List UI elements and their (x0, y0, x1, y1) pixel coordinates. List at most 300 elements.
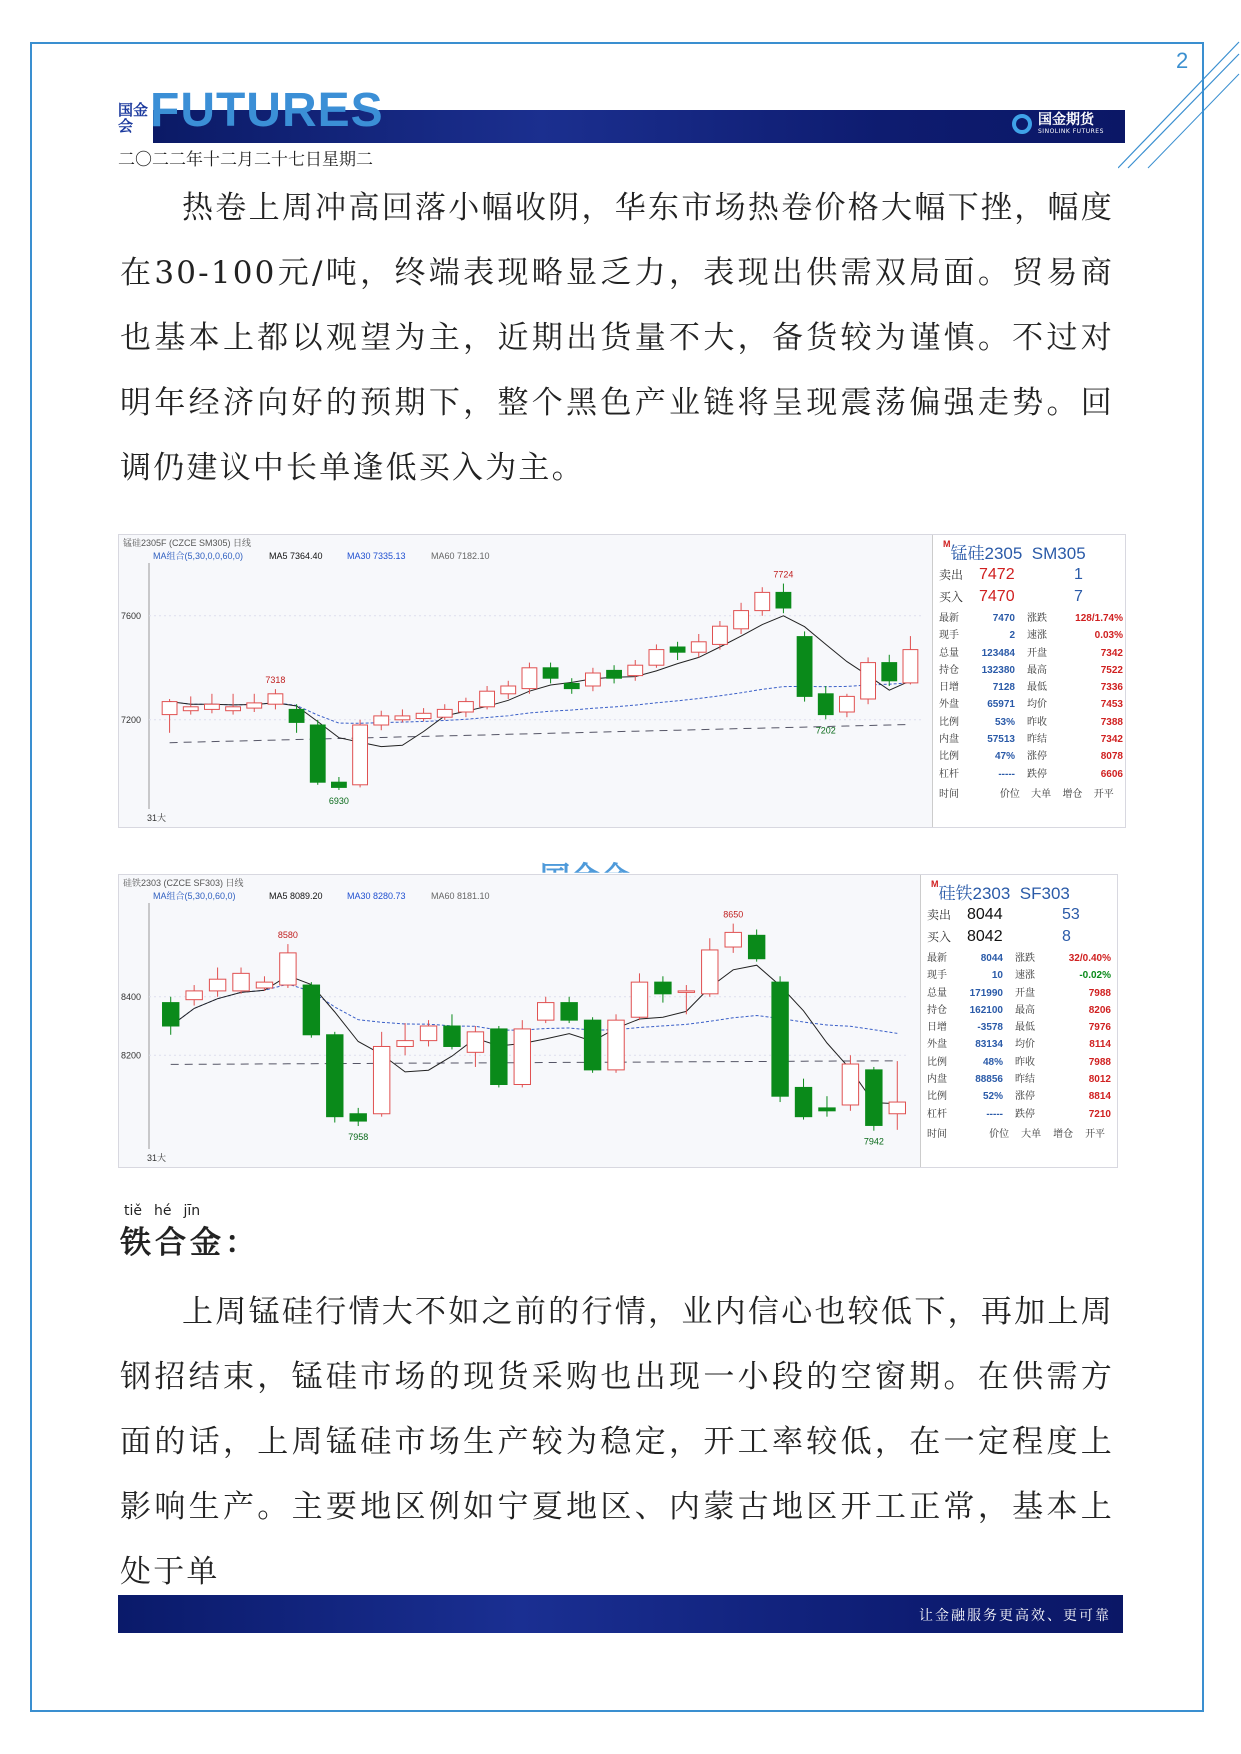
candle-body-down (303, 985, 319, 1035)
ma-combo-label: MA组合(5,30,0,60,0) (153, 891, 236, 901)
candle (256, 976, 272, 991)
candle (607, 665, 622, 683)
candle-body-up (353, 725, 368, 785)
quote-row (939, 662, 1125, 679)
quote-field-value: 53% (994, 716, 1015, 728)
paragraph-1 (120, 176, 1114, 501)
quote-row (927, 985, 1117, 1002)
candle (186, 985, 202, 1005)
candle-body-up (374, 716, 389, 725)
quote-field-label: 最低 (1027, 682, 1047, 694)
candle (522, 663, 537, 694)
quote-field-value: 7522 (1100, 664, 1123, 676)
candle (247, 694, 262, 712)
y-tick-label: 8200 (121, 1050, 142, 1061)
quote-field-value: 0.03% (1094, 630, 1123, 642)
quote-row (939, 679, 1125, 696)
quote-field-label: 涨停 (1027, 751, 1047, 763)
section-title: 铁合金： (120, 1225, 260, 1261)
candle (163, 997, 179, 1035)
quote-field-label: 涨跌 (1015, 953, 1035, 964)
candle (226, 694, 241, 715)
candle (373, 1032, 389, 1117)
quote-field-label: 总量 (927, 987, 947, 999)
quote-title-1: $^M$锰硅2305 SM305 (943, 539, 1086, 563)
quote-field-value: 8814 (1088, 1091, 1111, 1103)
quote-row (939, 714, 1125, 731)
candle (561, 997, 577, 1023)
candle-body-up (247, 703, 262, 708)
quote-field-label: 外盘 (927, 1039, 947, 1051)
quote-field-label: 比例 (927, 1091, 947, 1103)
candle (795, 1079, 811, 1120)
candle (395, 709, 410, 722)
quote-field-value: 48% (982, 1056, 1003, 1068)
candle-body-up (586, 673, 601, 686)
quote-field-label: 昨收 (1027, 716, 1047, 728)
candle-body-down (797, 637, 812, 697)
header-logo (118, 84, 384, 137)
candle-body-up (649, 650, 664, 666)
quote-sell-2: 卖出 8044 53 (927, 906, 1080, 923)
candle-body-down (819, 1108, 835, 1111)
quote-field-label: 内盘 (927, 1074, 947, 1086)
date-label: 31大 (147, 813, 167, 823)
quote-field-label: 最新 (927, 953, 947, 964)
chart-ferrosilicon (118, 874, 1118, 1168)
candle (608, 1014, 624, 1073)
candle-body-up (280, 953, 296, 985)
candle-body-up (538, 1003, 554, 1021)
quote-field-label: 均价 (1027, 699, 1047, 711)
candle-body-down (561, 1003, 577, 1021)
quote-field-label: 最低 (1015, 1022, 1035, 1034)
report-date: 二〇二二年十二月二十七日星期二 (118, 150, 373, 170)
quote-panel-1 (932, 535, 1125, 827)
quote-title-2: $^M$硅铁2303 SF303 (931, 879, 1070, 903)
candle-body-up (268, 694, 283, 704)
quote-field-value: 7336 (1100, 682, 1123, 694)
quote-row (927, 1106, 1117, 1123)
quote-row (939, 610, 1125, 627)
quote-row (939, 696, 1125, 713)
quote-field-value: 32/0.40% (1068, 953, 1111, 964)
quote-row (927, 1019, 1117, 1036)
brand-logo-icon (1012, 114, 1032, 134)
price-annotation: 8580 (277, 930, 298, 941)
quote-row (939, 627, 1125, 644)
candle-body-up (467, 1032, 483, 1052)
quote-field-label: 内盘 (939, 734, 959, 746)
quote-row (927, 1002, 1117, 1019)
quote-row (927, 1088, 1117, 1105)
quote-footer-label: 大单 (1021, 1128, 1042, 1140)
candle (584, 1017, 600, 1073)
candle-body-up (226, 707, 241, 711)
quote-field-label: 持仓 (939, 664, 959, 676)
quote-field-label: 持仓 (927, 1004, 947, 1016)
y-tick-label: 7200 (121, 714, 142, 725)
candle-body-up (691, 642, 706, 652)
candle-body-down (491, 1029, 507, 1085)
quote-field-label: 昨结 (1015, 1074, 1035, 1086)
quote-field-label: 比例 (939, 716, 959, 728)
candle (678, 985, 694, 1014)
quote-field-value: 7128 (992, 682, 1015, 694)
page-number: 2 (1176, 48, 1189, 73)
quote-field-label: 比例 (939, 751, 959, 763)
quote-field-value: 162100 (969, 1004, 1003, 1016)
quote-field-value: 7210 (1088, 1108, 1111, 1120)
quote-field-label: 昨收 (1015, 1056, 1035, 1068)
candle (772, 976, 788, 1102)
quote-field-value: 8012 (1088, 1074, 1111, 1086)
quote-field-value: -0.02% (1079, 970, 1111, 982)
pinyin-3: jīn (183, 1203, 201, 1219)
candle-body-up (628, 665, 643, 675)
quote-field-value: 83134 (975, 1039, 1003, 1051)
candle-body-down (350, 1114, 366, 1121)
quote-footer-label: 增仓 (1062, 788, 1083, 800)
quote-field-value: ----- (986, 1108, 1003, 1120)
candle-body-down (310, 725, 325, 782)
date-label: 31大 (147, 1153, 167, 1163)
candle (444, 1014, 460, 1049)
candle (459, 698, 474, 718)
candle-body-up (522, 668, 537, 689)
candle (861, 657, 876, 704)
chart-symbol-label: 锰硅2305F (CZCE SM305) 日线 (123, 538, 252, 548)
quote-row (939, 645, 1125, 662)
candle-body-up (861, 663, 876, 699)
quote-field-label: 涨停 (1015, 1091, 1035, 1103)
candle-body-down (795, 1087, 811, 1116)
candle-body-up (459, 702, 474, 712)
ma30-label: MA30 8280.73 (347, 891, 406, 901)
candle-body-down (866, 1070, 882, 1126)
paragraph-2-text: 上周锰硅行情大不如之前的行情，业内信心也较低下，再加上周钢招结束，锰硅市场的现货采购也出现一小段的空窗期。在供需方面的话，上周锰硅市场生产较为稳定，开工率较低，在一定程度上影响生产。主要地区例如宁夏地区、内蒙古地区开工正常，基本上处于单 (120, 1294, 1114, 1590)
candle (655, 976, 671, 1002)
candle-body-up (233, 973, 249, 991)
quote-sell-1: 卖出 7472 1 (939, 566, 1083, 583)
candle-body-up (501, 686, 516, 694)
candle-body-up (397, 1041, 413, 1047)
candle-body-up (420, 1026, 436, 1041)
quote-field-value: 65971 (987, 699, 1015, 711)
candle-body-down (163, 1003, 179, 1026)
candle (691, 634, 706, 657)
pinyin-1: tiě (124, 1203, 142, 1219)
candle-body-up (186, 991, 202, 1000)
quote-row (927, 1071, 1117, 1088)
candle (734, 603, 749, 634)
quote-field-value: 7342 (1100, 734, 1123, 746)
ma-combo-label: MA组合(5,30,0,0,60,0) (153, 551, 244, 561)
candle-body-up (256, 982, 272, 988)
quote-field-label: 昨结 (1027, 734, 1047, 746)
quote-field-label: 总量 (939, 647, 959, 659)
quote-field-label: 外盘 (939, 699, 959, 711)
ma5-label: MA5 8089.20 (269, 891, 323, 901)
price-annotation: 7958 (348, 1132, 369, 1143)
candle (903, 636, 918, 684)
candle (183, 696, 198, 714)
quote-field-value: ----- (998, 768, 1015, 780)
footer-band (118, 1595, 1123, 1633)
candle (866, 1067, 882, 1131)
quote-footer-label: 开平 (1085, 1128, 1106, 1140)
candle (233, 968, 249, 994)
ma60-line (170, 725, 911, 743)
quote-buy-1: 买入 7470 7 (939, 588, 1083, 605)
footer-slogan: 让金融服务更高效、更可靠 (919, 1608, 1111, 1624)
quote-footer-label: 时间 (939, 788, 959, 800)
quote-field-value: 132380 (981, 664, 1015, 676)
quote-field-value: 47% (994, 751, 1015, 763)
candle (289, 704, 304, 733)
quote-field-value: 123484 (981, 647, 1015, 659)
quote-field-label: 杠杆 (927, 1108, 947, 1120)
candle-body-down (776, 592, 791, 608)
candle-body-up (209, 979, 225, 991)
quote-field-label: 杠杆 (939, 768, 959, 780)
candle-body-down (584, 1020, 600, 1070)
quote-field-label: 跌停 (1027, 768, 1047, 780)
quote-field-label: 跌停 (1015, 1108, 1035, 1120)
candle (631, 973, 647, 1020)
candle-body-up (514, 1029, 530, 1085)
quote-footer-label: 开平 (1093, 788, 1114, 800)
candle-body-down (882, 663, 897, 681)
quote-field-label: 开盘 (1015, 987, 1035, 999)
candlestick-plot-2 (119, 875, 919, 1167)
price-annotation: 7318 (265, 675, 286, 686)
logo-en: FUTURES (150, 84, 384, 137)
quote-field-label: 速涨 (1015, 970, 1035, 982)
candle-body-down (772, 982, 788, 1096)
candle-body-down (564, 683, 579, 688)
brand-cn: 国金期货 (1038, 112, 1094, 128)
paragraph-2 (120, 1280, 1114, 1605)
candle (702, 938, 718, 997)
quote-field-value: 57513 (987, 734, 1015, 746)
quote-field-label: 比例 (927, 1056, 947, 1068)
price-annotation: 7942 (863, 1136, 884, 1147)
candle (480, 686, 495, 709)
candle (310, 720, 325, 785)
chart-manganese-silicon (118, 534, 1126, 828)
quote-field-value: 6606 (1100, 768, 1123, 780)
quote-field-value: 8078 (1100, 751, 1123, 763)
candle (840, 694, 855, 717)
price-annotation: 7724 (773, 569, 794, 580)
quote-field-value: 10 (991, 970, 1003, 982)
candle-body-down (289, 709, 304, 722)
quote-field-label: 开盘 (1027, 647, 1047, 659)
candle-body-up (395, 716, 410, 720)
candle (586, 668, 601, 691)
candle (670, 642, 685, 660)
candle (397, 1023, 413, 1055)
candle (268, 689, 283, 709)
quote-field-label: 日增 (939, 682, 959, 694)
candle-body-up (416, 713, 431, 718)
candle-body-up (903, 650, 918, 683)
candle-body-down (670, 647, 685, 652)
candle (713, 621, 728, 650)
quote-field-value: 52% (982, 1091, 1003, 1103)
quote-field-value: 7453 (1100, 699, 1123, 711)
quote-field-value: 7342 (1100, 647, 1123, 659)
brand-en: SINOLINK FUTURES (1038, 128, 1104, 135)
candle (748, 929, 764, 961)
candle (538, 997, 554, 1023)
candle (353, 720, 368, 788)
candle (280, 944, 296, 988)
candle-body-down (748, 935, 764, 958)
candle (818, 686, 833, 719)
section-heading (120, 1203, 260, 1262)
quote-field-value: -3578 (977, 1022, 1003, 1034)
candle (842, 1055, 858, 1111)
candle (416, 708, 431, 721)
candle (543, 663, 558, 684)
candle-body-up (373, 1046, 389, 1113)
quote-footer-label: 时间 (927, 1128, 947, 1140)
quote-field-label: 均价 (1015, 1039, 1035, 1051)
quote-row (927, 1036, 1117, 1053)
ma60-label: MA60 7182.10 (431, 551, 490, 561)
candle (374, 711, 389, 731)
quote-field-value: 128/1.74% (1075, 613, 1123, 624)
quote-grid-1 (933, 610, 1125, 783)
quote-field-value: 171990 (969, 987, 1003, 999)
quote-field-label: 涨跌 (1027, 613, 1047, 624)
candle (797, 631, 812, 701)
quote-row (927, 950, 1117, 967)
quote-footer-label: 价位 (989, 1128, 1010, 1140)
paragraph-1-text: 热卷上周冲高回落小幅收阴，华东市场热卷价格大幅下挫，幅度在30-100元/吨，终端表现略显乏力，表现出供需双局面。贸易商也基本上都以观望为主，近期出货量不大，备货较为谨慎。不过对明年经济向好的预期下，整个黑色产业链将呈现震荡偏强走势。回调仍建议中长单逢低买入为主。 (120, 190, 1114, 486)
quote-footer-1 (933, 785, 1125, 800)
candle-body-down (607, 670, 622, 678)
quote-field-value: 7388 (1100, 716, 1123, 728)
candle-body-up (608, 1020, 624, 1070)
candle-body-down (818, 694, 833, 715)
candle-body-up (725, 932, 741, 947)
quote-field-label: 最高 (1027, 664, 1047, 676)
quote-field-value: 7988 (1088, 1056, 1111, 1068)
candle (882, 655, 897, 686)
quote-footer-label: 价位 (999, 788, 1020, 800)
quote-field-value: 8114 (1089, 1039, 1111, 1051)
candle (303, 982, 319, 1038)
candle-body-up (713, 626, 728, 644)
candle-body-down (327, 1035, 343, 1117)
quote-field-label: 最新 (939, 613, 959, 624)
quote-row (939, 731, 1125, 748)
ma5-label: MA5 7364.40 (269, 551, 323, 561)
quote-row (927, 967, 1117, 984)
candle (350, 1108, 366, 1126)
candle-body-up (162, 702, 177, 715)
quote-field-label: 现手 (927, 970, 947, 982)
quote-footer-label: 大单 (1031, 788, 1052, 800)
candle (889, 1061, 905, 1130)
quote-row (939, 766, 1125, 783)
quote-panel-2 (920, 875, 1117, 1167)
candle (437, 704, 452, 720)
candle (725, 924, 741, 953)
quote-field-value: 7976 (1088, 1022, 1111, 1034)
quote-buy-2: 买入 8042 8 (927, 928, 1071, 945)
candle (819, 1096, 835, 1116)
candle (776, 584, 791, 614)
quote-field-value: 2 (1009, 630, 1015, 642)
candle-body-down (543, 668, 558, 678)
candle (327, 1032, 343, 1123)
quote-field-label: 最高 (1015, 1004, 1035, 1016)
candle-body-up (840, 696, 855, 712)
quote-footer-label: 增仓 (1053, 1128, 1074, 1140)
candle (467, 1026, 483, 1067)
candle (491, 1026, 507, 1087)
candle (514, 1020, 530, 1087)
price-annotation: 6930 (328, 796, 349, 806)
candle (162, 699, 177, 733)
quote-field-value: 7988 (1088, 987, 1111, 999)
candle (564, 678, 579, 694)
candle-body-up (631, 982, 647, 1017)
candle (332, 777, 347, 790)
candlestick-plot-1 (119, 535, 931, 827)
ma60-label: MA60 8181.10 (431, 891, 490, 901)
candle (501, 681, 516, 699)
candle-body-down (655, 982, 671, 994)
candle (628, 660, 643, 681)
candle (205, 694, 220, 714)
price-annotation: 7202 (815, 725, 836, 736)
pinyin-2: hé (154, 1203, 172, 1219)
ma30-label: MA30 7335.13 (347, 551, 406, 561)
quote-row (927, 1054, 1117, 1071)
quote-row (939, 748, 1125, 765)
quote-footer-2 (921, 1125, 1117, 1140)
candle-body-down (332, 782, 347, 787)
quote-field-label: 日增 (927, 1022, 947, 1034)
quote-grid-2 (921, 950, 1117, 1123)
candle-body-up (205, 704, 220, 709)
candle-body-up (183, 707, 198, 711)
quote-field-value: 8044 (980, 953, 1003, 964)
quote-field-value: 8206 (1088, 1004, 1111, 1016)
chart-symbol-label: 硅铁2303 (CZCE SF303) 日线 (123, 878, 244, 888)
candle-body-up (678, 991, 694, 993)
candle-body-up (480, 691, 495, 707)
candle-body-up (889, 1102, 905, 1114)
price-annotation: 8650 (723, 909, 744, 920)
candle (209, 968, 225, 997)
logo-cn: 国金会 (118, 101, 149, 135)
quote-field-label: 速涨 (1027, 630, 1047, 642)
candle-body-up (437, 709, 452, 717)
candle-body-up (734, 611, 749, 629)
y-tick-label: 7600 (121, 610, 142, 621)
quote-field-label: 现手 (939, 630, 959, 642)
candle-body-up (842, 1064, 858, 1105)
header-brand (1012, 113, 1104, 135)
candle-body-up (702, 950, 718, 994)
candle (755, 587, 770, 616)
